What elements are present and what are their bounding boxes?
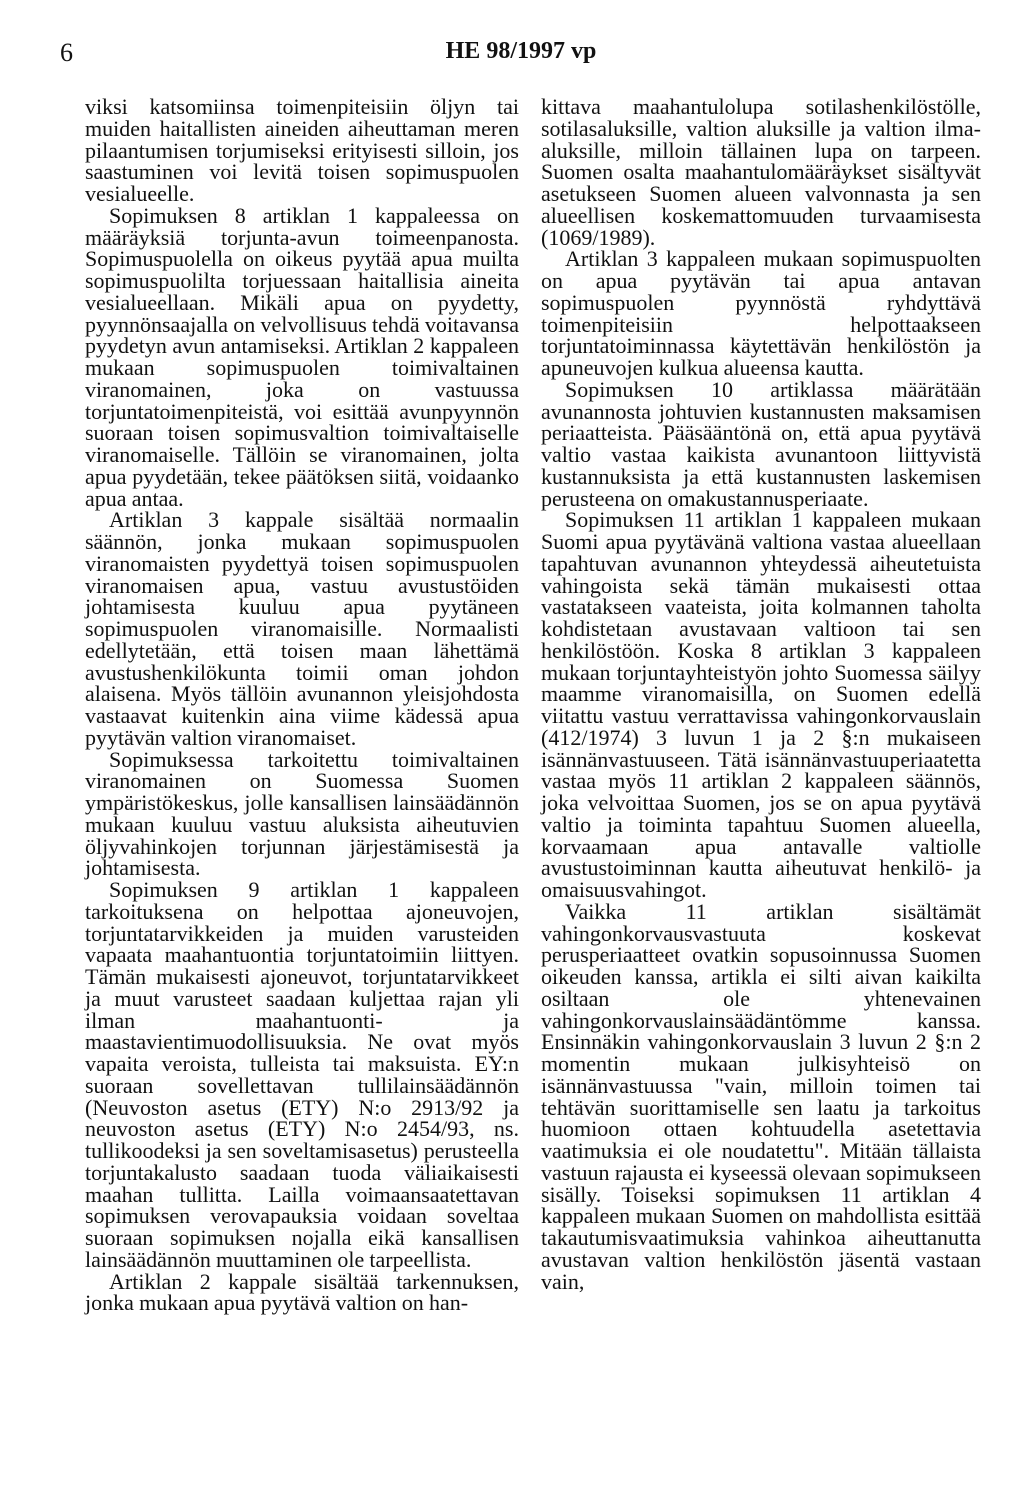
paragraph: Sopimuksessa tarkoitettu toimivaltainen viranomainen on Suomessa Suomen ympäristökeskus, jolle kansallisen lainsäädännön mukaan kuuluu vastuu aluksista aiheutuvien öljyvahinkojen torjunnan järjestämisestä ja johtamisesta. xyxy=(85,746,519,881)
paragraph: Artiklan 3 kappaleen mukaan sopimuspuolten on apua pyytävän tai apua antavan sopimuspuolen pyynnöstä ryhdyttävä toimenpiteisiin helpottaakseen torjuntatoiminnassa käytettävän henkilöstön ja apuneuvojen kulkua alueensa kautta. xyxy=(541,246,981,380)
paragraph: Sopimuksen 11 artiklan 1 kappaleen mukaan Suomi apua pyytävänä valtiona vastaa alueellaan tapahtuvan avunannon yhteydessä aiheutetuista vahingoista sekä tämän mukaisesti ottaa vastatakseen vaateista, joita kolmannen taholta kohdistetaan avustavaan valtioon tai sen henkilöstöön. Koska 8 artiklan 3 kappaleen mukaan torjuntayhteistyön johto Suomessa säilyy maamme viranomaisilla, on Suomen edellä viitattu vastuu verrattavissa vahingonkorvauslain (412/1974) 3 luvun 1 ja 2 §:n mukaiseen isännänvastuuseen. Tätä isännänvastuuperiaatetta vastaa myös 11 artiklan 2 kappaleen säännös, joka velvoittaa Suomen, jos se on apua pyytävä valtio ja toiminta tapahtuu Suomen alueella, korvaamaan apua antavalle valtiolle avustustoiminnan kautta aiheutuvat henkilö- ja omaisuusvahingot. xyxy=(541,507,981,902)
paragraph: kittava maahantulolupa sotilashenkilöstölle, sotilasaluksille, valtion aluksille ja valtion ilma-aluksille, milloin tällainen lupa on tarpeen. Suomen osalta maahantulomääräykset sisältyvät asetukseen Suomen alueen valvonnasta ja sen alueellisen koskemattomuuden turvaamisesta (1069/1989). xyxy=(541,94,981,250)
paragraph: Artiklan 3 kappale sisältää normaalin säännön, jonka mukaan sopimuspuolen viranomaisten pyydettyä toisen sopimuspuolen viranomaisen apua, vastuu avustustöiden johtamisesta kuuluu apua pyytäneen sopimuspuolen viranomaisille. Normaalisti edellytetään, että toisen maan lähettämä avustushenkilökunta toimii oman johdon alaisena. Myös tällöin avunannon yleisjohdosta vastaavat kuitenkin aina viime kädessä apua pyytävän valtion viranomaiset. xyxy=(85,507,519,750)
right-column xyxy=(541,96,981,1292)
paragraph: Sopimuksen 10 artiklassa määrätään avunannosta johtuvien kustannusten maksamisen periaatteista. Pääsääntönä on, että apua pyytävä valtio vastaa kaikista avunantoon liittyvistä kustannuksista ja että kustannusten laskemisen perusteena on omakustannusperiaate. xyxy=(541,376,981,511)
paragraph: Artiklan 2 kappale sisältää tarkennuksen, jonka mukaan apua pyytävä valtion on han- xyxy=(85,1268,519,1316)
paragraph: Vaikka 11 artiklan sisältämät vahingonkorvausvastuuta koskevat perusperiaatteet ovatkin sopusoinnussa Suomen oikeuden kanssa, artikla ei silti aivan kaikilta osiltaan ole yhtenevainen vahingonkorvauslainsäädäntömme kanssa. Ensinnäkin vahingonkorvauslain 3 luvun 2 §:n 2 momentin mukaan julkisyhteisö on isännänvastuussa "vain, milloin toimen tai tehtävän suorittamiselle sen laatu ja tarkoitus huomioon ottaen kohtuudella asetettavia vaatimuksia ei ole noudatettu". Mitään tällaista vastuun rajausta ei kyseessä olevaan sopimukseen sisälly. Toiseksi sopimuksen 11 artiklan 4 kappaleen mukaan Suomen on mahdollista esittää takautumisvaatimuksia vahinkoa aiheuttanutta avustavan valtion henkilöstön jäsentä vastaan vain, xyxy=(541,898,981,1294)
page-header xyxy=(60,38,982,78)
running-head: HE 98/1997 vp xyxy=(445,38,597,64)
left-column xyxy=(85,96,519,1314)
paragraph: Sopimuksen 9 artiklan 1 kappaleen tarkoituksena on helpottaa ajoneuvojen, torjuntatarvikkeiden ja muiden varusteiden vapaata maahantuontia torjuntatoimiin liittyen. Tämän mukaisesti ajoneuvot, torjuntatarvikkeet ja muut varusteet saadaan kuljettaa rajan yli ilman maahantuonti- ja maastavientimuodollisuuksia. Ne ovat myös vapaita veroista, tulleista tai maksuista. EY:n suoraan sovellettavan tullilainsäädännön (Neuvoston asetus (ETY) N:o 2913/92 ja neuvoston asetus (ETY) N:o 2454/93, ns. tullikoodeksi ja sen soveltamisasetus) perusteella torjuntakalusto saadaan tuoda väliaikaisesti maahan tullitta. Laillа voimaansaatettavan sopimuksen verovapauksia voidaan soveltaa suoraan sopimuksen nojalla eikä kansallisen lainsäädännön muuttaminen ole tarpeellista. xyxy=(85,877,519,1272)
page-number: 6 xyxy=(60,38,73,67)
paragraph: viksi katsomiinsa toimenpiteisiin öljyn tai muiden haitallisten aineiden aiheuttaman meren pilaantumisen torjumiseksi erityisesti silloin, jos saastuminen voi levitä toisen sopimuspuolen vesialueelle. xyxy=(85,94,519,206)
paragraph: Sopimuksen 8 artiklan 1 kappaleessa on määräyksiä torjunta-avun toimeenpanosta. Sopimuspuolella on oikeus pyytää apua muilta sopimuspuolilta torjuessaan haitallisia aineita vesialueellaan. Mikäli apua on pyydetty, pyynnönsaajalla on velvollisuus tehdä voitavansa pyydetyn avun antamiseksi. Artiklan 2 kappaleen mukaan sopimuspuolen toimivaltainen viranomainen, joka on vastuussa torjuntatoimenpiteistä, voi esittää avunpyynnön suoraan toisen sopimusvaltion toimivaltaiselle viranomaiselle. Tällöin se viranomainen, jolta apua pyydetään, tekee päätöksen siitä, voidaanko apua antaa. xyxy=(85,202,519,511)
